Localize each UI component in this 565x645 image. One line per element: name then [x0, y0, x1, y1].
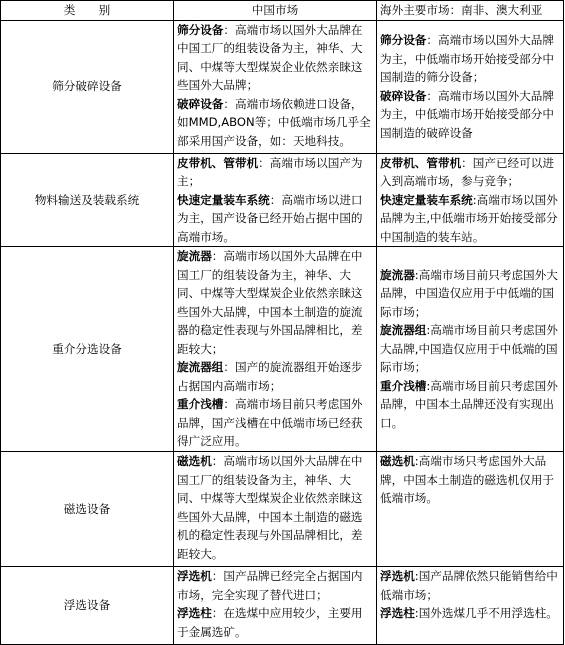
description-text: :高端市场目前只考虑国外品牌，中国本土品牌还没有实现出口。	[380, 378, 558, 430]
paragraph	[380, 377, 560, 433]
header-category: 类 别	[1, 1, 174, 21]
paragraph	[380, 191, 560, 247]
category-cell: 重介分选设备	[1, 247, 174, 452]
china-market-cell	[174, 153, 377, 247]
equipment-term: 快速定量装车系统	[380, 192, 473, 207]
paragraph	[380, 31, 560, 87]
equipment-term: 浮选机	[380, 569, 415, 583]
table-row	[1, 247, 564, 452]
paragraph	[380, 604, 560, 623]
equipment-term: 筛分设备	[380, 33, 427, 47]
paragraph	[380, 567, 560, 604]
category-cell: 筛分破碎设备	[1, 20, 174, 153]
description-text: ：高端市场以进口为主，国产设备已经开始占据中国的高端市场。	[177, 192, 363, 244]
equipment-term: 旋流器组	[380, 323, 427, 338]
equipment-term: 旋流器	[380, 267, 415, 282]
description-text: ：国产已经可以进入到高端市场，参与竞争；	[380, 155, 554, 188]
equipment-term: 皮带机、管带机	[177, 155, 259, 170]
description-text: :高端市场目前只考虑国外大品牌，中国造仅应用于中低端的国际市场；	[380, 267, 558, 319]
paragraph	[380, 266, 560, 322]
table-row	[1, 452, 564, 567]
table-row	[1, 153, 564, 247]
description-text: ：高端市场以国外大品牌为主，中低端市场开始接受部分中国制造的筛分设备；	[380, 33, 554, 84]
paragraph	[177, 191, 373, 247]
category-cell: 浮选设备	[1, 567, 174, 645]
header-row	[1, 1, 564, 21]
equipment-term: 快速定量装车系统	[177, 192, 270, 207]
equipment-term: 重介浅槽	[380, 378, 427, 393]
description-text: ：高端市场以国外大品牌在中国工厂的组装设备为主，神华、大同、中煤等大型煤炭企业依然亲睐这些国外大品牌；	[177, 22, 363, 92]
equipment-term: 磁选机	[380, 454, 415, 468]
description-text: ：高端市场以国产为主；	[177, 155, 363, 188]
category-cell: 物料输送及装载系统	[1, 153, 174, 247]
description-text: ：国产品牌已经完全占据国内市场，完全实现了替代进口；	[177, 569, 363, 602]
china-market-cell	[174, 20, 377, 153]
description-text: ：国产的旋流器组开始逐步占据国内高端市场；	[177, 360, 363, 393]
description-text: :高端市场目前只考虑国外大品牌,中国造仅应用于中低端的国际市场；	[380, 323, 558, 375]
equipment-term: 重介浅槽	[177, 397, 224, 411]
overseas-market-cell	[377, 20, 564, 153]
description-text: ：高端市场以国外大品牌在中国工厂的组装设备为主，神华、大同、中煤等大型煤炭企业依然亲睐这些国外大品牌，中国本土制造的磁选机的稳定性表现与外国品牌相比，差距较大。	[177, 454, 363, 561]
description-text: ：高端市场目前只考虑国外品牌，国产浅槽在中低端市场已经获得广泛应用。	[177, 397, 363, 448]
description-text: :国外选煤几乎不用浮选柱。	[414, 606, 558, 620]
equipment-term: 破碎设备	[177, 96, 224, 111]
overseas-market-cell	[377, 247, 564, 452]
paragraph	[177, 95, 373, 151]
description-text: :高端市场只考虑国外大品牌，中国本土制造的磁选机仅用于低端市场。	[380, 454, 554, 505]
overseas-market-cell	[377, 567, 564, 645]
paragraph	[380, 154, 560, 191]
china-market-cell	[174, 452, 377, 567]
equipment-term: 浮选柱	[380, 606, 415, 620]
paragraph	[177, 358, 373, 395]
description-text: :高端市场以国外品牌为主,中低端市场开始接受部分中国制造的装车站。	[380, 192, 558, 244]
header-overseas-market: 海外主要市场：南非、澳大利亚	[377, 1, 564, 21]
china-market-cell	[174, 567, 377, 645]
paragraph	[380, 452, 560, 508]
overseas-market-cell	[377, 452, 564, 567]
equipment-term: 磁选机	[177, 454, 212, 468]
table-row	[1, 567, 564, 645]
paragraph	[177, 21, 373, 95]
paragraph	[380, 87, 560, 143]
equipment-term: 旋流器组	[177, 360, 224, 374]
overseas-market-cell	[377, 153, 564, 247]
equipment-term: 皮带机、管带机	[380, 155, 462, 170]
description-text: ：高端市场以国外大品牌在中国工厂的组装设备为主，神华、大同、中煤等大型煤炭企业依然亲睐这些国外大品牌，中国本土制造的旋流器的稳定性表现与外国品牌相比，差距较大；	[177, 249, 363, 356]
description-text: ：高端市场以国外大品牌为主，中低端市场开始接受部分中国制造的破碎设备	[380, 88, 554, 140]
paragraph	[177, 395, 373, 451]
paragraph	[380, 321, 560, 377]
equipment-term: 旋流器	[177, 249, 212, 263]
description-text: ：高端市场依赖进口设备，如MMD,ABON等；中低端市场几乎全部采用国产设备，如：天地科技。	[177, 96, 371, 148]
paragraph	[177, 154, 373, 191]
category-cell: 磁选设备	[1, 452, 174, 567]
paragraph	[177, 604, 373, 641]
paragraph	[177, 452, 373, 563]
equipment-term: 浮选机	[177, 569, 212, 583]
description-text: :国产品牌依然只能销售给中低端市场；	[380, 569, 558, 602]
equipment-term: 筛分设备	[177, 22, 224, 37]
china-market-cell	[174, 247, 377, 452]
equipment-term: 浮选柱	[177, 606, 212, 620]
header-china-market: 中国市场	[174, 1, 377, 21]
equipment-term: 破碎设备	[380, 88, 427, 103]
description-text: ：在选煤中应用较少，主要用于金属选矿。	[177, 606, 363, 639]
table-row	[1, 20, 564, 153]
paragraph	[177, 567, 373, 604]
paragraph	[177, 247, 373, 358]
